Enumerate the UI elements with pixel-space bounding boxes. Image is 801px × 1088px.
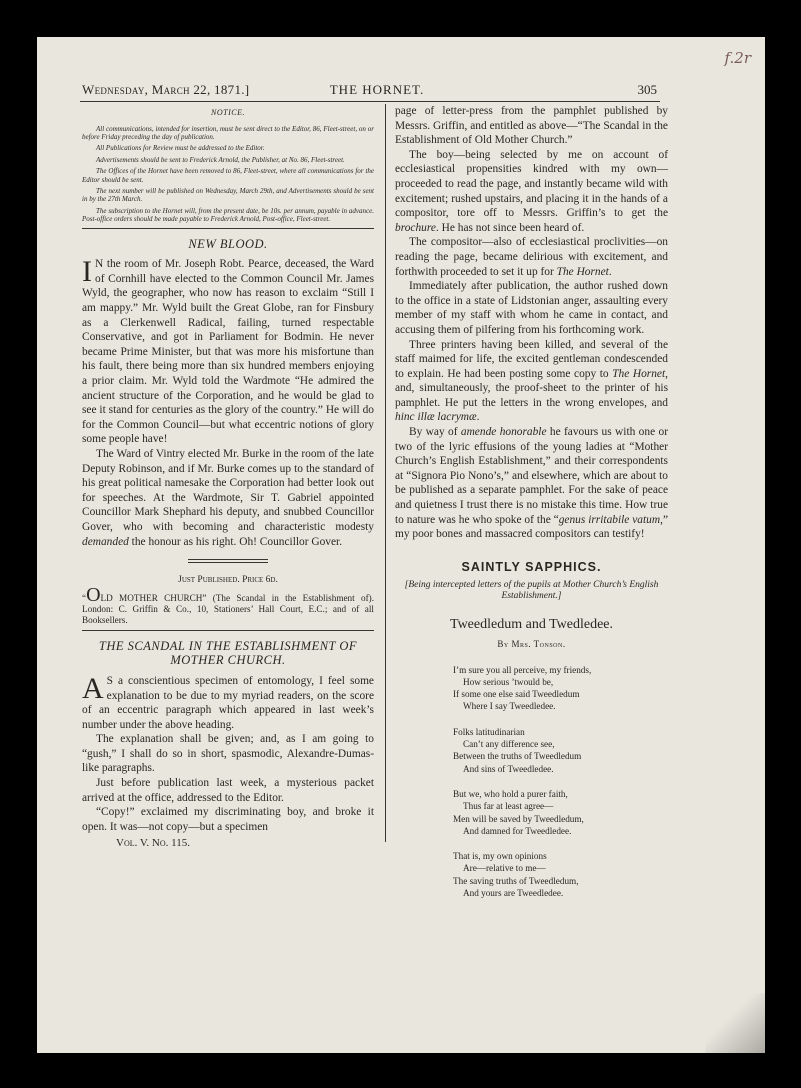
notice-item: All Publications for Review must be addressed to the Editor.	[96, 144, 265, 153]
header-rule	[80, 101, 660, 102]
page-shadow	[705, 993, 765, 1053]
section-rule	[82, 630, 374, 631]
section-rule	[82, 228, 374, 229]
notice-box	[82, 106, 374, 224]
advert-heading: Just Published. Price 6d.	[178, 575, 278, 586]
notice-item: Advertisements should be sent to Frederick Arnold, the Publisher, at No. 86, Fleet-street.	[96, 155, 345, 164]
page-header	[82, 82, 657, 100]
article-title-scandal: THE SCANDAL IN THE ESTABLISHMENT OF MOTHER CHURCH.	[98, 638, 358, 668]
article-paragraph: I N the room of Mr. Joseph Robt. Pearce, deceased, the Ward of Cornhill have elected to the Common Council Mr. James Wyld, the geographer, who now has reason to exclaim “Still I am mappy.” Mr. Wyld built the Great Globe, ran for Finsbury as a Clerkenwell Radical, failing, turned respectable Conservative, and got in Parliament for Bodmin. He never became Prime Minister, but that was more his misfortune than his fault, there being more than six hundred members enjoying a prior claim. Mr. Wyld told the Wardmote “He admired the ancient structure of the Corporation, and he would be glad to see it stand for centuries as the glory of the country.” He will do for the Common Council—but what eccentric notions of glory some people have!	[82, 255, 374, 446]
right-column	[395, 104, 668, 912]
advert-text: “OLD MOTHER CHURCH” (The Scandal in the Establishment of). London: C. Griffin & Co., 10, Stationers’ Hall Court, E.C.; and of all Booksellers.	[82, 583, 374, 625]
header-date: Wednesday, March 22, 1871.]	[82, 82, 250, 97]
article-paragraph: Three printers having been killed, and several of the staff maimed for life, the excited gentleman condescended to explain. He had been posting some copy to The Hornet, and, simultaneously, the proof-sheet to the printer of his pamphlet. He put the letters in the wrong envelopes, and hinc illæ lacrymæ.	[395, 338, 668, 424]
left-column	[82, 104, 374, 851]
column-divider	[385, 104, 386, 842]
notice-item: The next number will be published on Wednesday, March 29th, and Advertisements should be sent in by the 27th March.	[82, 187, 374, 204]
poem-stanza: I’m sure you all perceive, my friends, How serious ’twould be, If some one else said Tweedledum Where I say Tweedledee.	[453, 664, 592, 712]
article-paragraph: page of letter-press from the pamphlet published by Messrs. Griffin, and entitled as above—“The Scandal in the Establishment of Old Mother Church.”	[395, 105, 668, 147]
article-paragraph: The explanation shall be given; and, as I am going to “gush,” I shall do so in short, spasmodic, Alexandre-Dumas-like paragraphs.	[82, 733, 374, 775]
notice-item: The Offices of the Hornet have been removed to 86, Fleet-street, where all communications for the Editor should be sent.	[82, 167, 374, 184]
drop-cap: A	[82, 671, 104, 705]
article-title-new-blood: NEW BLOOD.	[188, 236, 268, 251]
poem-title: Tweedledum and Twedledee.	[450, 617, 613, 633]
article-paragraph: The compositor—also of ecclesiastical proclivities—on reading the page, became delirious with excitement, and forthwith proceeded to set it up for The Hornet.	[395, 236, 668, 278]
notice-item: All communications, intended for insertion, must be sent direct to the Editor, 86, Fleet-street, on or before Friday preceding the day of publication.	[82, 124, 374, 141]
double-rule	[188, 559, 268, 563]
article-paragraph: The Ward of Vintry elected Mr. Burke in the room of the late Deputy Robinson, and if Mr. Burke comes up to the standard of his great political namesake the Corporation had better look out for speeches. At the Wardmote, Sir T. Gabriel appointed Councillor Mark Shephard his deputy, and snubbed Councillor Gover, who with becoming and characteristic modesty demanded the honour as his right. Oh! Councillor Gover.	[82, 447, 374, 548]
article-paragraph: Just before publication last week, a mysterious packet arrived at the office, addressed to the Editor.	[82, 777, 374, 804]
article-paragraph: “Copy!” exclaimed my discriminating boy, and broke it open. It was—not copy—but a specimen	[82, 806, 374, 833]
sapphics-subtitle: [Being intercepted letters of the pupils at Mother Church’s English Establishment.]	[404, 580, 659, 602]
poem-author: By Mrs. Tonson.	[497, 639, 566, 649]
notice-item: The subscription to the Hornet will, from the present date, be 10s. per annum, payable in advance. Post-office orders should be made payable to Frederick Arnold, Post-office, Fleet-street.	[82, 206, 374, 224]
article-paragraph: A S a conscientious specimen of entomology, I feel some explanation to be due to my myriad readers, on the score of an eccentric paragraph which appeared in last week’s number under the above heading.	[82, 671, 374, 731]
drop-cap: I	[82, 255, 92, 289]
volume-number: Vol. V. No. 115.	[116, 837, 190, 850]
poem-stanza: Folks latitudinarian Can’t any difference see, Between the truths of Tweedledum And sins of Tweedledee.	[453, 726, 582, 774]
page-number: 305	[637, 82, 657, 97]
article-paragraph: Immediately after publication, the author rushed down to the office in a state of Lidstonian anger, assaulting every member of my staff with whom he came in contact, and accusing them of pilfering from his forthcoming work.	[395, 280, 668, 336]
article-paragraph: The boy—being selected by me on account of ecclesiastical propensities kindred with my own—proceeded to read the page, and instantly became wild with excitement; rushed upstairs, and placing it in the hands of a compositor, tore off to Messrs. Griffin’s to get the brochure. He has not since been heard of.	[395, 148, 668, 234]
poem-stanza: That is, my own opinions Are—relative to me— The saving truths of Tweedledum, And yours are Tweedledee.	[453, 851, 579, 899]
poem-stanza: But we, who hold a purer faith, Thus far at least agree— Men will be saved by Tweedledum, And damned for Tweedledee.	[453, 788, 584, 836]
sapphics-title: SAINTLY SAPPHICS.	[461, 559, 602, 574]
folio-mark: f.2r	[724, 49, 751, 67]
header-title: THE HORNET.	[329, 82, 425, 97]
notice-title: NOTICE.	[211, 108, 245, 117]
article-paragraph: By way of amende honorable he favours us with one or two of the lyric effusions of the young ladies at “Mother Church’s English Establishment,” and their correspondents at “Signora Pio Nono’s,” and elsewhere, which are about to be published as a separate pamphlet. For the sake of peace and quietness I trust there is no mistake this time. How true to nature was he who spoke of the “genus irritabile vatum,” my poor bones and massacred compositors can testify!	[395, 426, 668, 541]
